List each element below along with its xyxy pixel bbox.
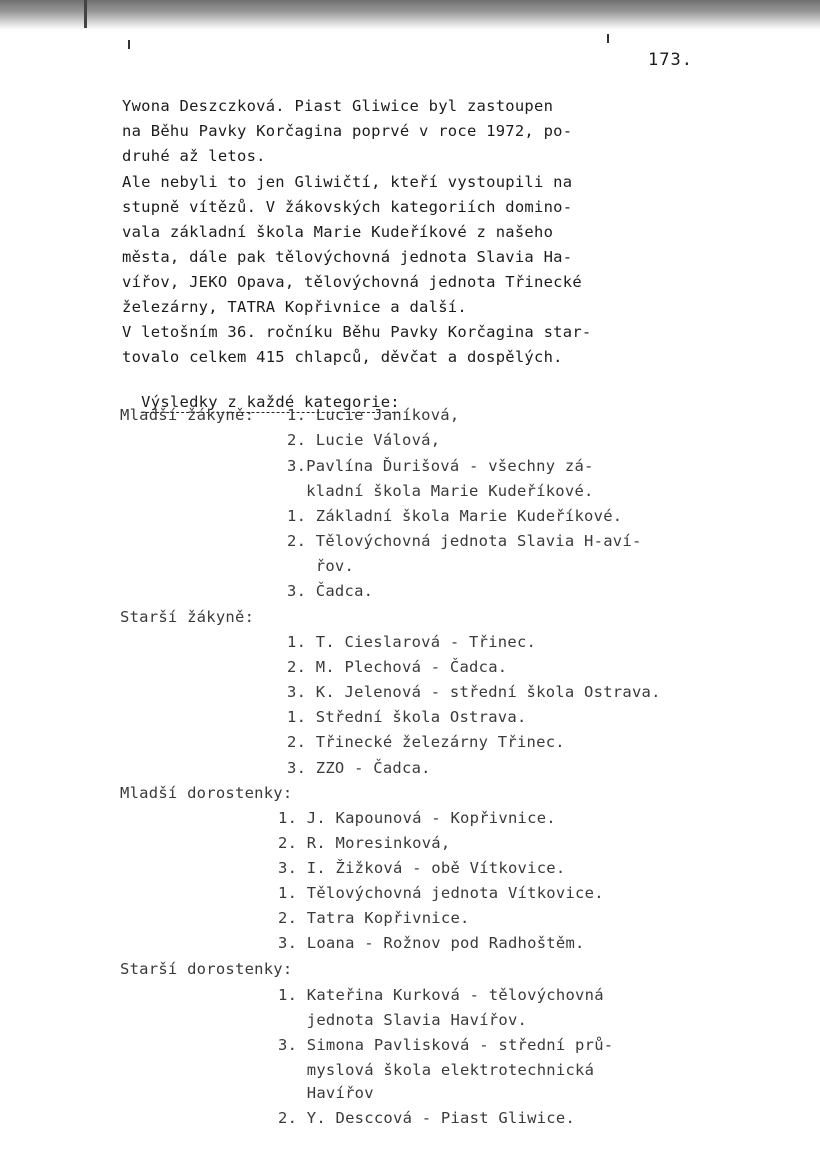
scan-top-edge xyxy=(0,0,820,30)
text-line: tovalo celkem 415 chlapců, děvčat a dospělých. xyxy=(122,348,563,366)
result-entry: 1. T. Cieslarová - Třinec. xyxy=(287,633,537,651)
scan-left-edge xyxy=(84,0,87,28)
result-entry: jednota Slavia Havířov. xyxy=(278,1011,528,1029)
text-line: vala základní škola Marie Kudeříkové z našeho xyxy=(122,223,554,241)
text-line: stupně vítězů. V žákovských kategoriích domino- xyxy=(122,198,573,216)
result-entry: 2. M. Plechová - Čadca. xyxy=(287,658,508,676)
result-entry: 3. Loana - Rožnov pod Radhoštěm. xyxy=(278,934,585,952)
result-entry: kladní škola Marie Kudeříkové. xyxy=(287,482,594,500)
result-entry: řov. xyxy=(287,557,355,575)
category-name: Starší dorostenky: xyxy=(120,960,293,978)
category-name: Mladší dorostenky: xyxy=(120,784,293,802)
text-line: druhé až letos. xyxy=(122,147,266,165)
result-entry: 1. Lucie Janíková, xyxy=(287,406,460,424)
text-line: vířov, JEKO Opava, tělovýchovná jednota Třinecké xyxy=(122,273,582,291)
result-entry: 1. Základní škola Marie Kudeříkové. xyxy=(287,507,623,525)
result-entry: 2. Lucie Válová, xyxy=(287,431,441,449)
text-line: na Běhu Pavky Korčagina poprvé v roce 1972, po- xyxy=(122,122,573,140)
result-entry: 2. Třinecké železárny Třinec. xyxy=(287,733,565,751)
result-entry: 1. Kateřina Kurková - tělovýchovná xyxy=(278,986,604,1004)
result-entry: 3. K. Jelenová - střední škola Ostrava. xyxy=(287,683,661,701)
margin-mark xyxy=(128,40,130,49)
results-heading-text: Výsledky z každé kategorie: xyxy=(141,393,400,411)
result-entry: Havířov xyxy=(278,1084,374,1102)
text-line: Ale nebyli to jen Gliwičtí, kteří vystoupili na xyxy=(122,173,573,191)
text-line: města, dále pak tělovýchovná jednota Slavia Ha- xyxy=(122,248,573,266)
result-entry: 1. Střední škola Ostrava. xyxy=(287,708,527,726)
result-entry: 2. R. Moresinková, xyxy=(278,834,451,852)
margin-mark xyxy=(607,34,609,43)
result-entry: myslová škola elektrotechnická xyxy=(278,1061,595,1079)
result-entry: 3. I. Žižková - obě Vítkovice. xyxy=(278,859,566,877)
text-line: železárny, TATRA Kopřivnice a další. xyxy=(122,298,467,316)
result-entry: 3. Čadca. xyxy=(287,582,374,600)
result-entry: 1. Tělovýchovná jednota Vítkovice. xyxy=(278,884,604,902)
result-entry: 3. Simona Pavlisková - střední prů- xyxy=(278,1036,614,1054)
result-entry: 3. ZZO - Čadca. xyxy=(287,759,431,777)
result-entry: 2. Tělovýchovná jednota Slavia H-aví- xyxy=(287,532,642,550)
result-entry: 1. J. Kapounová - Kopřivnice. xyxy=(278,809,556,827)
result-entry: 2. Y. Desccová - Piast Gliwice. xyxy=(278,1109,576,1127)
category-name: Starší žákyně: xyxy=(120,608,255,626)
page-number: 173. xyxy=(648,50,693,70)
category-name: Mladší žákyně: xyxy=(120,406,255,424)
result-entry: 2. Tatra Kopřivnice. xyxy=(278,909,470,927)
result-entry: 3.Pavlína Ďurišová - všechny zá- xyxy=(287,457,594,475)
text-line: Ywona Deszczková. Piast Gliwice byl zastoupen xyxy=(122,97,554,115)
text-line: V letošním 36. ročníku Běhu Pavky Korčagina star- xyxy=(122,323,592,341)
